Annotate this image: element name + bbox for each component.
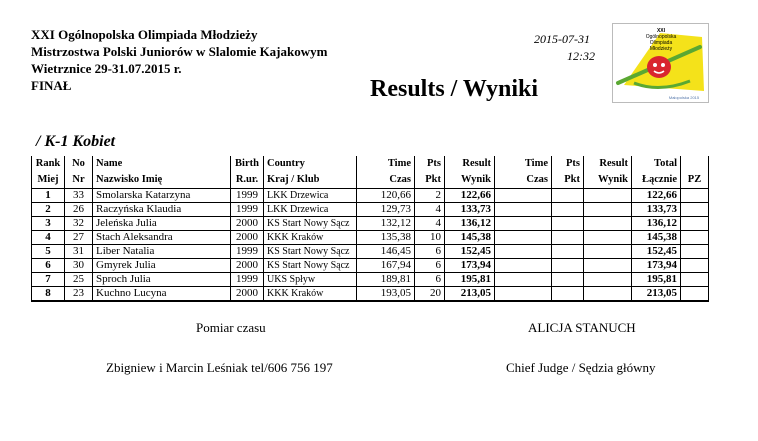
championship-title: Mistrzostwa Polski Juniorów w Slalomie Kajakowym xyxy=(31,44,328,59)
col-result: Result xyxy=(445,156,495,172)
table-row xyxy=(32,273,709,287)
col-pts-2-pl: Pkt xyxy=(552,172,584,189)
time-cell: 129,73 xyxy=(357,203,415,217)
logo-text-1: XXI xyxy=(656,28,666,34)
time-2-cell xyxy=(495,231,552,245)
time-2-cell xyxy=(495,273,552,287)
points-cell: 2 xyxy=(415,189,445,203)
total-cell: 136,12 xyxy=(632,217,681,231)
pz-cell xyxy=(681,203,709,217)
results-table xyxy=(31,156,709,302)
col-pz: PZ xyxy=(681,172,709,189)
points-2-cell xyxy=(552,189,584,203)
time-cell: 120,66 xyxy=(357,189,415,203)
club-cell: KKK Kraków xyxy=(264,287,357,302)
table-row xyxy=(32,217,709,231)
header-row-1 xyxy=(32,156,709,172)
stage-label: FINAŁ xyxy=(31,78,72,93)
name-cell: Smolarska Katarzyna xyxy=(93,189,231,203)
logo-text-4: Młodzieży xyxy=(649,46,673,52)
table-row xyxy=(32,287,709,302)
col-birth-pl: R.ur. xyxy=(231,172,264,189)
number-cell: 30 xyxy=(65,259,93,273)
result-2-cell xyxy=(584,259,632,273)
pz-cell xyxy=(681,273,709,287)
event-logo xyxy=(612,23,709,103)
time-cell: 193,05 xyxy=(357,287,415,302)
result-cell: 173,94 xyxy=(445,259,495,273)
rank-cell: 8 xyxy=(32,287,65,302)
col-result-2: Result xyxy=(584,156,632,172)
result-2-cell xyxy=(584,189,632,203)
number-cell: 25 xyxy=(65,273,93,287)
venue-dates: Wietrznice 29-31.07.2015 r. xyxy=(31,61,182,76)
time-2-cell xyxy=(495,189,552,203)
col-no: No xyxy=(65,156,93,172)
time-2-cell xyxy=(495,259,552,273)
number-cell: 33 xyxy=(65,189,93,203)
time-cell: 167,94 xyxy=(357,259,415,273)
col-birth: Birth xyxy=(231,156,264,172)
col-blank xyxy=(681,156,709,172)
result-2-cell xyxy=(584,203,632,217)
rank-cell: 1 xyxy=(32,189,65,203)
logo-text-2: Ogólnopolska xyxy=(645,34,677,40)
table-row xyxy=(32,203,709,217)
points-cell: 6 xyxy=(415,259,445,273)
points-2-cell xyxy=(552,217,584,231)
points-2-cell xyxy=(552,245,584,259)
header-row-2 xyxy=(32,172,709,189)
col-no-pl: Nr xyxy=(65,172,93,189)
time-2-cell xyxy=(495,245,552,259)
pz-cell xyxy=(681,245,709,259)
col-total: Total xyxy=(632,156,681,172)
total-cell: 145,38 xyxy=(632,231,681,245)
result-2-cell xyxy=(584,231,632,245)
time-cell: 146,45 xyxy=(357,245,415,259)
pz-cell xyxy=(681,287,709,302)
name-cell: Sproch Julia xyxy=(93,273,231,287)
number-cell: 27 xyxy=(65,231,93,245)
pz-cell xyxy=(681,231,709,245)
col-time: Time xyxy=(357,156,415,172)
total-cell: 173,94 xyxy=(632,259,681,273)
col-result-pl: Wynik xyxy=(445,172,495,189)
points-2-cell xyxy=(552,231,584,245)
club-cell: KS Start Nowy Sącz xyxy=(264,245,357,259)
name-cell: Liber Natalia xyxy=(93,245,231,259)
col-rank: Rank xyxy=(32,156,65,172)
print-date: 2015-07-31 xyxy=(534,32,590,46)
time-2-cell xyxy=(495,287,552,302)
logo-bottom-text: Małopolska 2015 xyxy=(668,95,700,100)
birth-cell: 1999 xyxy=(231,273,264,287)
col-total-pl: Łącznie xyxy=(632,172,681,189)
name-cell: Stach Aleksandra xyxy=(93,231,231,245)
col-result-2-pl: Wynik xyxy=(584,172,632,189)
result-cell: 133,73 xyxy=(445,203,495,217)
birth-cell: 2000 xyxy=(231,259,264,273)
birth-cell: 2000 xyxy=(231,217,264,231)
name-cell: Jeleńska Julia xyxy=(93,217,231,231)
birth-cell: 1999 xyxy=(231,245,264,259)
event-title: XXI Ogólnopolska Olimpiada Młodzieży xyxy=(31,27,258,42)
result-cell: 152,45 xyxy=(445,245,495,259)
club-cell: UKS Spływ xyxy=(264,273,357,287)
rank-cell: 6 xyxy=(32,259,65,273)
col-pts: Pts xyxy=(415,156,445,172)
club-cell: KS Start Nowy Sącz xyxy=(264,259,357,273)
total-cell: 152,45 xyxy=(632,245,681,259)
total-cell: 195,81 xyxy=(632,273,681,287)
result-cell: 136,12 xyxy=(445,217,495,231)
col-name-pl: Nazwisko Imię xyxy=(93,172,231,189)
points-2-cell xyxy=(552,287,584,302)
number-cell: 31 xyxy=(65,245,93,259)
result-cell: 122,66 xyxy=(445,189,495,203)
club-cell: LKK Drzewica xyxy=(264,189,357,203)
col-pts-2: Pts xyxy=(552,156,584,172)
col-time-2: Time xyxy=(495,156,552,172)
total-cell: 122,66 xyxy=(632,189,681,203)
rank-cell: 4 xyxy=(32,231,65,245)
points-2-cell xyxy=(552,203,584,217)
total-cell: 213,05 xyxy=(632,287,681,302)
time-cell: 189,81 xyxy=(357,273,415,287)
chief-judge-title: Chief Judge / Sędzia główny xyxy=(506,360,656,375)
pz-cell xyxy=(681,259,709,273)
result-2-cell xyxy=(584,273,632,287)
pz-cell xyxy=(681,217,709,231)
club-cell: LKK Drzewica xyxy=(264,203,357,217)
chief-judge-name: ALICJA STANUCH xyxy=(528,320,636,335)
time-cell: 135,38 xyxy=(357,231,415,245)
logo-text-3: Olimpiada xyxy=(649,40,673,46)
points-cell: 6 xyxy=(415,245,445,259)
time-2-cell xyxy=(495,203,552,217)
club-cell: KS Start Nowy Sącz xyxy=(264,217,357,231)
result-cell: 213,05 xyxy=(445,287,495,302)
points-2-cell xyxy=(552,273,584,287)
col-pts-pl: Pkt xyxy=(415,172,445,189)
name-cell: Kuchno Lucyna xyxy=(93,287,231,302)
result-2-cell xyxy=(584,245,632,259)
result-2-cell xyxy=(584,217,632,231)
birth-cell: 2000 xyxy=(231,231,264,245)
table-row xyxy=(32,259,709,273)
points-cell: 6 xyxy=(415,273,445,287)
result-cell: 145,38 xyxy=(445,231,495,245)
table-row xyxy=(32,189,709,203)
rank-cell: 5 xyxy=(32,245,65,259)
col-country: Country xyxy=(264,156,357,172)
col-time-pl: Czas xyxy=(357,172,415,189)
birth-cell: 1999 xyxy=(231,189,264,203)
col-rank-pl: Miej xyxy=(32,172,65,189)
page-title: Results / Wyniki xyxy=(370,76,539,102)
time-cell: 132,12 xyxy=(357,217,415,231)
timing-label: Pomiar czasu xyxy=(196,320,266,335)
table-row xyxy=(32,231,709,245)
col-country-pl: Kraj / Klub xyxy=(264,172,357,189)
rank-cell: 3 xyxy=(32,217,65,231)
print-time: 12:32 xyxy=(567,49,595,63)
time-2-cell xyxy=(495,217,552,231)
birth-cell: 1999 xyxy=(231,203,264,217)
kayak-logo-icon xyxy=(612,23,709,103)
rank-cell: 7 xyxy=(32,273,65,287)
col-name: Name xyxy=(93,156,231,172)
col-time-2-pl: Czas xyxy=(495,172,552,189)
number-cell: 23 xyxy=(65,287,93,302)
result-2-cell xyxy=(584,287,632,302)
rank-cell: 2 xyxy=(32,203,65,217)
result-cell: 195,81 xyxy=(445,273,495,287)
birth-cell: 2000 xyxy=(231,287,264,302)
points-cell: 4 xyxy=(415,203,445,217)
points-2-cell xyxy=(552,259,584,273)
pz-cell xyxy=(681,189,709,203)
number-cell: 32 xyxy=(65,217,93,231)
points-cell: 10 xyxy=(415,231,445,245)
results-body xyxy=(32,189,709,302)
points-cell: 20 xyxy=(415,287,445,302)
table-row xyxy=(32,245,709,259)
name-cell: Gmyrek Julia xyxy=(93,259,231,273)
number-cell: 26 xyxy=(65,203,93,217)
points-cell: 4 xyxy=(415,217,445,231)
total-cell: 133,73 xyxy=(632,203,681,217)
timing-names: Zbigniew i Marcin Leśniak tel/606 756 197 xyxy=(106,360,333,375)
name-cell: Raczyńska Klaudia xyxy=(93,203,231,217)
club-cell: KKK Kraków xyxy=(264,231,357,245)
category-title: / K-1 Kobiet xyxy=(36,133,116,150)
